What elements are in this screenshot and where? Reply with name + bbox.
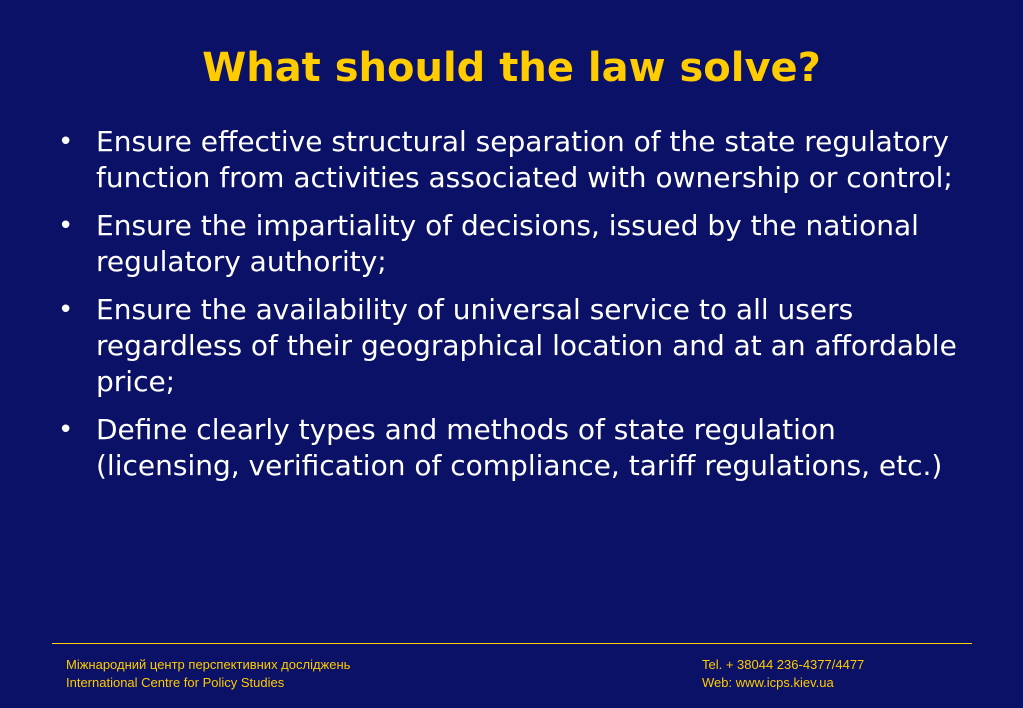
org-name-english: International Centre for Policy Studies <box>66 675 285 690</box>
bullet-marker: • <box>58 415 74 445</box>
footer-divider <box>52 643 972 644</box>
bullet-text: Ensure effective structural separation of the state regulatory function from activities associated with ownership or control; <box>96 125 953 194</box>
bullet-text: Ensure the impartiality of decisions, issued by the national regulatory authority; <box>96 209 919 278</box>
phone-number: Tel. + 38044 236-4377/4477 <box>702 657 865 672</box>
bullet-item-regulation-methods <box>58 412 958 484</box>
org-name-ukrainian: Міжнародний центр перспективних досліджень <box>66 657 351 672</box>
bullet-text: Define clearly types and methods of state regulation (licensing, verification of compliance, tariff regulations, etc.) <box>96 413 943 482</box>
slide-title: What should the law solve? <box>202 45 821 91</box>
bullet-marker: • <box>58 211 74 241</box>
bullet-marker: • <box>58 127 74 157</box>
bullet-marker: • <box>58 295 74 325</box>
bullet-list <box>58 124 958 496</box>
website-link[interactable]: Web: www.icps.kiev.ua <box>702 675 834 690</box>
bullet-text: Ensure the availability of universal service to all users regardless of their geographical location and at an affordable price; <box>96 293 957 398</box>
footer-organization <box>66 656 350 692</box>
bullet-item-universal-service <box>58 292 958 400</box>
bullet-item-impartiality <box>58 208 958 280</box>
footer-contact <box>702 656 864 692</box>
bullet-item-structural-separation <box>58 124 958 196</box>
